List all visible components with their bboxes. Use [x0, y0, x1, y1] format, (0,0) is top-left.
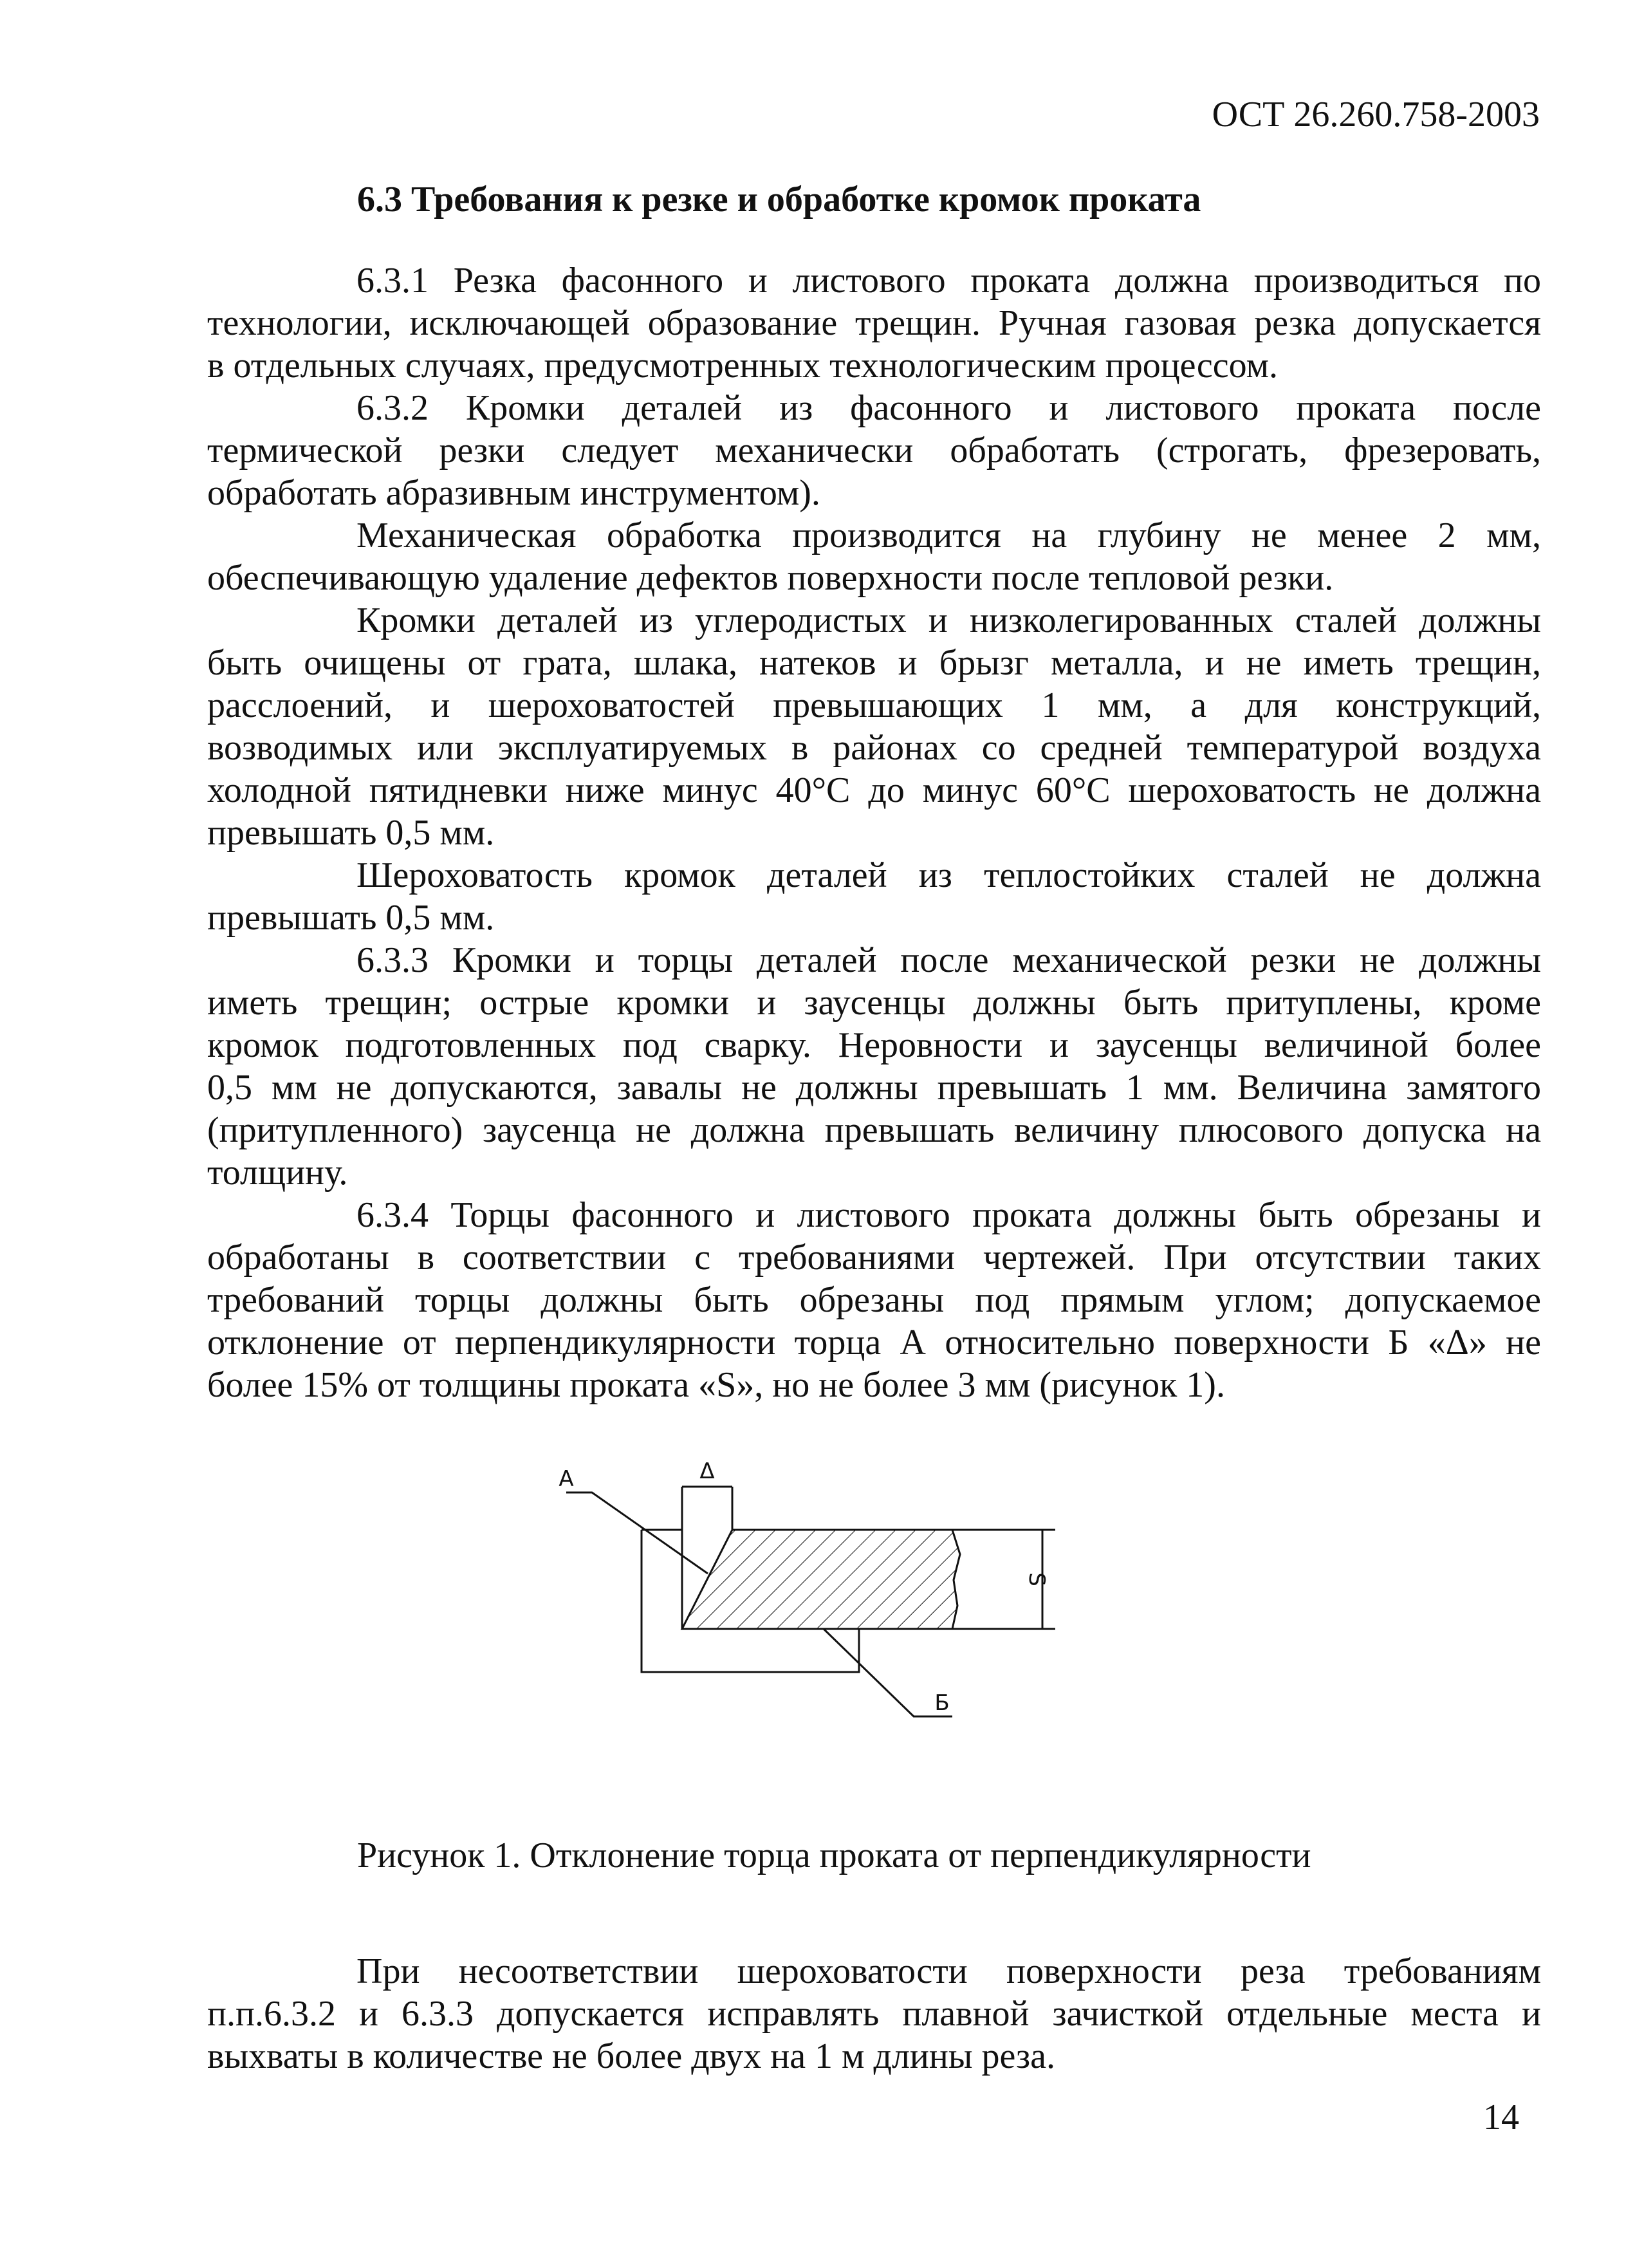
- text-line: 6.3.3 Кромки и торцы деталей после механической резки не должны: [356, 940, 1541, 980]
- label-a: А: [559, 1466, 574, 1492]
- text-line: 6.3.4 Торцы фасонного и листового проката должны быть обрезаны и: [356, 1195, 1541, 1235]
- leader-a: [566, 1492, 708, 1574]
- text-line: в отдельных случаях, предусмотренных технологическим процессом.: [207, 346, 1279, 386]
- edge-deviation-drawing: [553, 1451, 1081, 1747]
- label-s: S: [1024, 1572, 1049, 1586]
- text-line: обработать абразивным инструментом).: [207, 473, 820, 513]
- text-line: кромок подготовленных под сварку. Неровности и заусенцы величиной более: [207, 1025, 1541, 1065]
- text-line: отклонение от перпендикулярности торца А относительно поверхности Б «Δ» не: [207, 1323, 1541, 1362]
- paragraph-carbon-steel-edges: [207, 599, 1541, 854]
- text-line: превышать 0,5 мм.: [207, 813, 495, 853]
- paragraph-roughness-correction: [207, 1950, 1541, 2077]
- document-code: ОСТ 26.260.758-2003: [1212, 95, 1540, 135]
- paragraph-heat-resistant-steels: [207, 854, 1541, 939]
- section-title: 6.3 Требования к резке и обработке кромок проката: [357, 180, 1201, 219]
- workpiece-section: [682, 1530, 960, 1629]
- label-delta: Δ: [699, 1458, 715, 1484]
- text-line: обеспечивающую удаление дефектов поверхности после тепловой резки.: [207, 558, 1334, 598]
- paragraph-6-3-3: [207, 939, 1541, 1194]
- paragraph-6-3-4: [207, 1194, 1541, 1406]
- text-line: 6.3.2 Кромки деталей из фасонного и листового проката после: [356, 388, 1541, 428]
- text-line: Шероховатость кромок деталей из теплостойких сталей не должна: [356, 855, 1541, 895]
- text-line: требований торцы должны быть обрезаны под прямым углом; допускаемое: [207, 1280, 1541, 1320]
- paragraph-6-3-1: [207, 259, 1541, 387]
- text-line: При несоответствии шероховатости поверхности реза требованиям: [356, 1951, 1541, 1991]
- text-line: 6.3.1 Резка фасонного и листового проката должна производиться по: [356, 261, 1541, 301]
- page-number: 14: [1483, 2097, 1519, 2137]
- text-line: толщину.: [207, 1153, 348, 1193]
- text-line: превышать 0,5 мм.: [207, 898, 495, 938]
- figure-caption: Рисунок 1. Отклонение торца проката от перпендикулярности: [357, 1836, 1311, 1875]
- text-line: 0,5 мм не допускаются, завалы не должны превышать 1 мм. Величина замятого: [207, 1068, 1541, 1108]
- text-line: более 15% от толщины проката «S», но не более 3 мм (рисунок 1).: [207, 1365, 1225, 1405]
- paragraph-mechanical-processing: [207, 514, 1541, 599]
- text-line: холодной пятидневки ниже минус 40°С до минус 60°С шероховатость не должна: [207, 770, 1541, 810]
- text-line: Механическая обработка производится на глубину не менее 2 мм,: [356, 516, 1541, 555]
- text-line: обработаны в соответствии с требованиями чертежей. При отсутствии таких: [207, 1238, 1541, 1278]
- text-line: возводимых или эксплуатируемых в районах со средней температурой воздуха: [207, 728, 1541, 768]
- text-line: технологии, исключающей образование трещин. Ручная газовая резка допускается: [207, 303, 1541, 343]
- text-line: (притупленного) заусенца не должна превышать величину плюсового допуска на: [207, 1110, 1541, 1150]
- text-line: иметь трещин; острые кромки и заусенцы должны быть притуплены, кроме: [207, 983, 1541, 1023]
- text-line: расслоений, и шероховатостей превышающих 1 мм, а для конструкций,: [207, 685, 1541, 725]
- label-b: Б: [934, 1690, 950, 1716]
- text-line: выхваты в количестве не более двух на 1 м длины реза.: [207, 2036, 1055, 2076]
- text-line: быть очищены от грата, шлака, натеков и брызг металла, и не иметь трещин,: [207, 643, 1541, 683]
- text-line: п.п.6.3.2 и 6.3.3 допускается исправлять плавной зачисткой отдельные места и: [207, 1994, 1541, 2034]
- text-line: Кромки деталей из углеродистых и низколегированных сталей должны: [356, 600, 1541, 640]
- text-line: термической резки следует механически обработать (строгать, фрезеровать,: [207, 431, 1541, 470]
- paragraph-6-3-2: [207, 387, 1541, 514]
- figure-edge-deviation: [553, 1451, 1081, 1747]
